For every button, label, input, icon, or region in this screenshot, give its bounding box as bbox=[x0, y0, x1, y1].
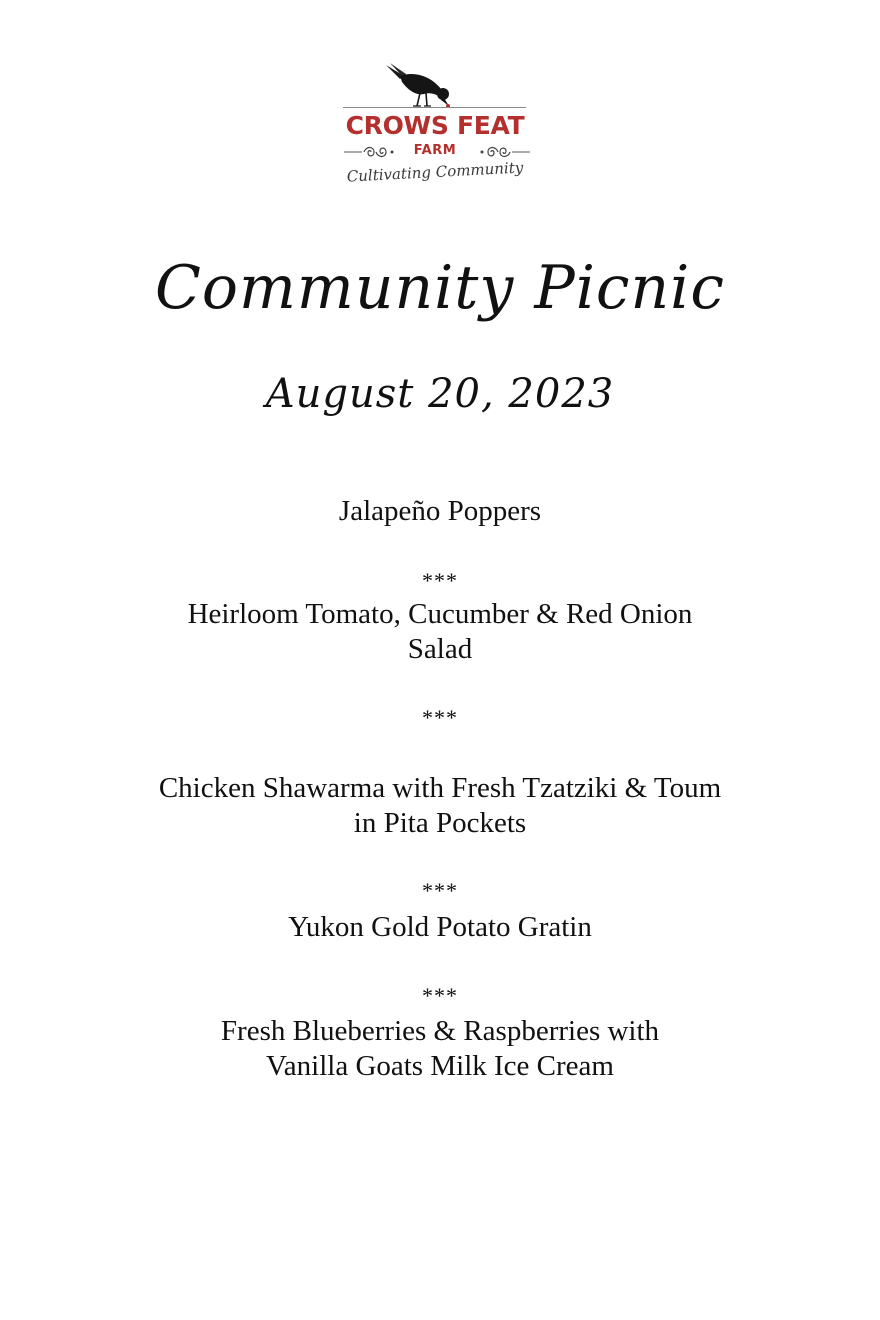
menu-course-4: Yukon Gold Potato Gratin bbox=[288, 911, 592, 943]
menu-course-3-line-2: in Pita Pockets bbox=[353, 807, 527, 839]
course-separator: *** bbox=[422, 568, 458, 593]
menu-course-3-line-1: Chicken Shawarma with Fresh Tzatziki & Toum bbox=[158, 772, 722, 804]
brand-name: CROWS FEAT bbox=[345, 111, 525, 140]
menu-course-5-line-1: Fresh Blueberries & Raspberries with bbox=[220, 1015, 660, 1047]
brand-sub: FARM bbox=[413, 143, 457, 158]
farm-logo bbox=[330, 62, 550, 202]
crow-icon bbox=[380, 62, 456, 108]
logo-rule bbox=[343, 107, 526, 108]
course-separator: *** bbox=[422, 878, 458, 903]
event-date: August 20, 2023 bbox=[265, 371, 615, 417]
menu-course-2-line-2: Salad bbox=[407, 633, 473, 665]
course-separator: *** bbox=[422, 983, 458, 1008]
menu-course-1: Jalapeño Poppers bbox=[338, 495, 542, 527]
course-separator: *** bbox=[422, 705, 458, 730]
page-title: Community Picnic bbox=[155, 253, 725, 323]
menu-course-5-line-2: Vanilla Goats Milk Ice Cream bbox=[266, 1050, 614, 1082]
tagline: Cultivating Community bbox=[346, 158, 524, 186]
menu-course-2-line-1: Heirloom Tomato, Cucumber & Red Onion bbox=[187, 598, 693, 630]
